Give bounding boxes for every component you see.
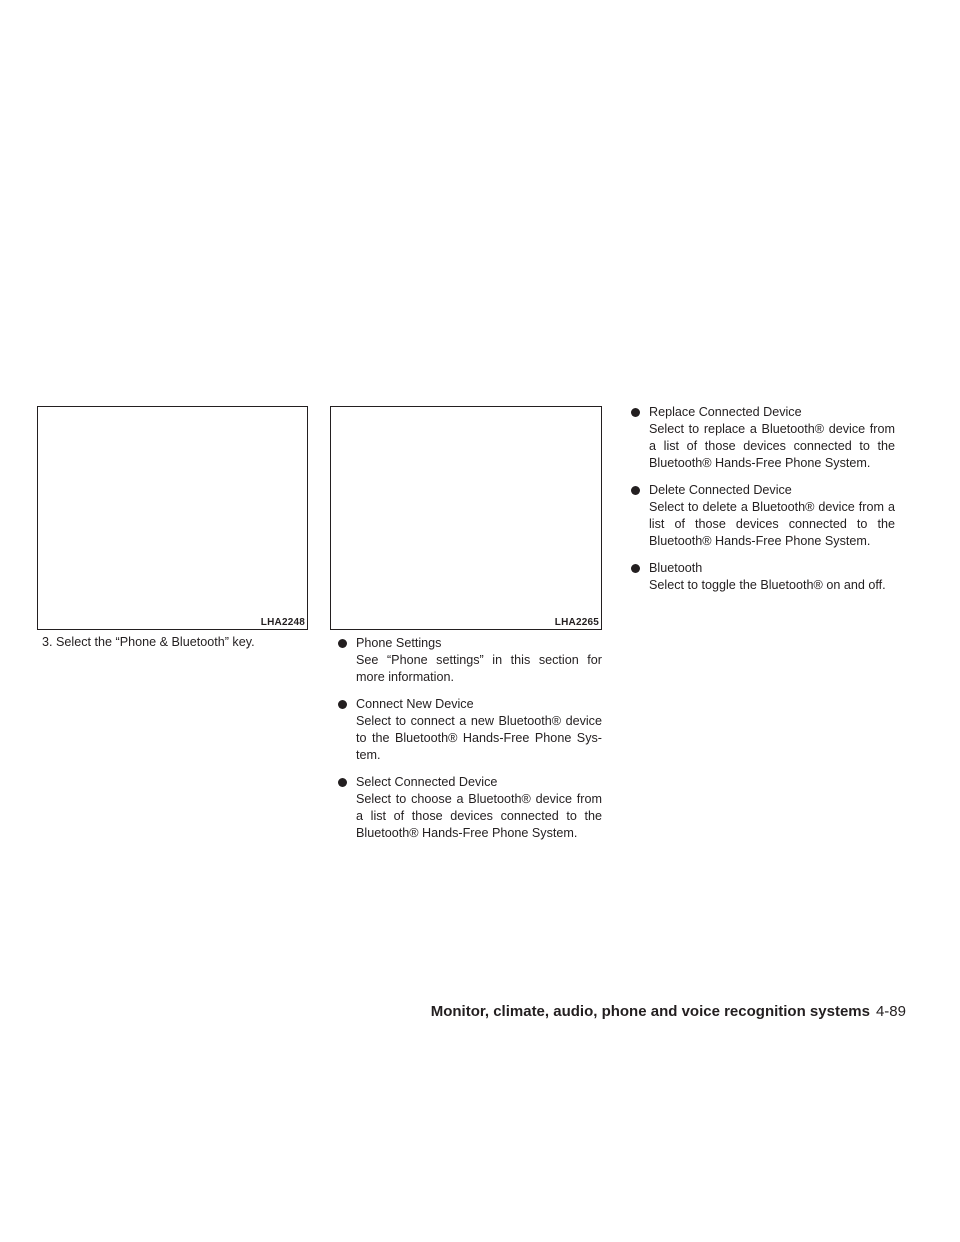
list-item-replace-connected-device: [627, 404, 895, 472]
column-2-list: [334, 635, 602, 852]
column-3-list: [627, 404, 895, 604]
figure-code: LHA2265: [554, 617, 599, 628]
bullet-icon: [338, 639, 347, 648]
list-item-desc: Select to delete a Bluetooth® device from a list of those devices connected to the Bluetooth® Hands-Free Phone System.: [649, 500, 895, 548]
figure-lha2248: [37, 406, 308, 630]
list-item-title: Bluetooth: [649, 561, 703, 575]
list-item-title: Connect New Device: [356, 697, 474, 711]
page-footer: [431, 1003, 906, 1020]
bullet-icon: [631, 408, 640, 417]
figure-code: LHA2248: [260, 617, 305, 628]
list-item-desc: Select to connect a new Bluetooth® device to the Bluetooth® Hands-Free Phone Sys-tem.: [356, 714, 602, 762]
bullet-icon: [338, 778, 347, 787]
bullet-icon: [631, 564, 640, 573]
bullet-icon: [338, 700, 347, 709]
list-item-select-connected-device: [334, 774, 602, 842]
page-number: 4-89: [875, 1003, 906, 1020]
list-item-phone-settings: [334, 635, 602, 686]
list-item-desc: Select to replace a Bluetooth® device from a list of those devices connected to the Bluetooth® Hands-Free Phone System.: [649, 422, 895, 470]
list-item-title: Select Connected Device: [356, 775, 498, 789]
list-item-delete-connected-device: [627, 482, 895, 550]
bullet-icon: [631, 486, 640, 495]
list-item-connect-new-device: [334, 696, 602, 764]
list-item-bluetooth: [627, 560, 895, 594]
figure-lha2265: [330, 406, 602, 630]
list-item-desc: Select to toggle the Bluetooth® on and off.: [649, 578, 886, 592]
list-item-title: Delete Connected Device: [649, 483, 792, 497]
footer-section-title: Monitor, climate, audio, phone and voice recognition systems: [430, 1003, 870, 1020]
list-item-title: Replace Connected Device: [649, 405, 802, 419]
list-item-title: Phone Settings: [356, 636, 442, 650]
list-item-desc: Select to choose a Bluetooth® device from a list of those devices connected to the Bluetooth® Hands-Free Phone System.: [356, 792, 602, 840]
step-3-text: 3. Select the “Phone & Bluetooth” key.: [42, 635, 255, 649]
list-item-desc: See “Phone settings” in this section for more information.: [356, 653, 602, 684]
